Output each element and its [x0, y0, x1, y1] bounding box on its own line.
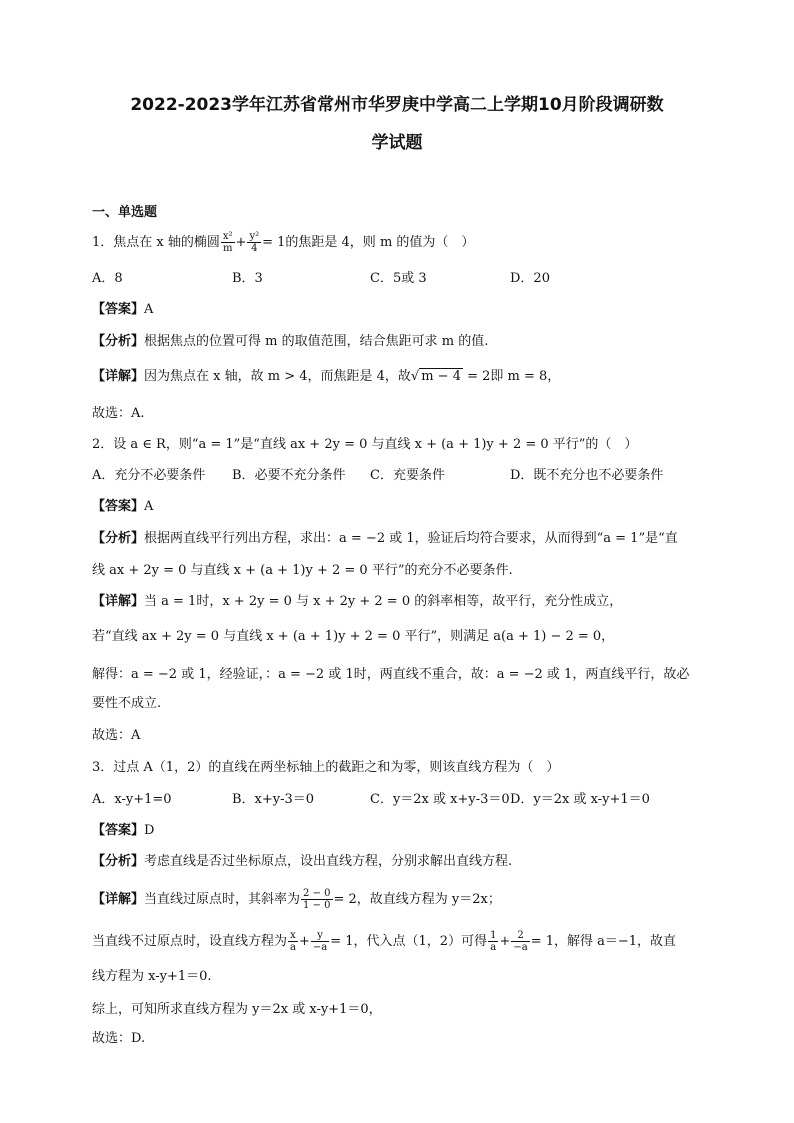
q1-option-a: A．8: [92, 271, 123, 286]
q2-detail-line-4: 要性不成立.: [92, 696, 162, 711]
q1-analysis: 【分析】根据焦点的位置可得 m 的取值范围，结合焦距可求 m 的值.: [92, 334, 489, 349]
page-title-line-2: 学试题: [371, 133, 423, 153]
q1-stem: 1．焦点在 x 轴的椭圆 $\frac{\text{x²}}{m}$ + $\frac{\text{y²}}{4}$ = 1的焦距是 4，则 m 的值为（ ）: [92, 231, 475, 254]
q3-conclusion: 故选：D.: [92, 1031, 146, 1046]
q2-detail-line-3: 解得：a = −2 或 1，经验证，：a = −2 或 1时，两直线不重合，故：a = −2 或 1，两直线平行，故必: [92, 667, 690, 682]
q1-frac-x: $\frac{\text{x²}}{m}$: [222, 231, 233, 254]
q2-analysis-line-1: 【分析】根据两直线平行列出方程，求出：a = −2 或 1，验证后均符合要求，从而得到“a = 1”是“直: [92, 531, 678, 546]
q3-option-d: D．y＝2x 或 x-y+1＝0: [510, 792, 650, 807]
q3-option-b: B．x+y-3＝0: [232, 792, 315, 807]
q3-option-a: A．x-y+1=0: [92, 792, 172, 807]
q1-answer: 【答案】A: [92, 302, 154, 317]
q2-detail-line-2: 若“直线 ax + 2y = 0 与直线 x + (a + 1)y + 2 = 0 平行”，则满足 a(a + 1) − 2 = 0，: [92, 629, 615, 644]
q1-stem-a: 1．焦点在 x 轴的椭圆: [92, 235, 220, 250]
q3-analysis: 【分析】考虑直线是否过坐标原点，设出直线方程，分别求解出直线方程.: [92, 854, 513, 869]
q2-option-b: B．必要不充分条件: [232, 468, 346, 483]
q3-option-c: C．y＝2x 或 x+y-3＝0: [370, 792, 510, 807]
q2-option-d: D．既不充分也不必要条件: [510, 468, 664, 483]
q3-eq-frac-y: $\frac{y}{-a}$: [312, 930, 328, 953]
q3-eq-frac-x: $\frac{x}{a}$: [290, 930, 296, 953]
page-title-line-1: 2022-2023学年江苏省常州市华罗庚中学高二上学期10月阶段调研数: [130, 95, 664, 115]
q1-option-c: C．5或 3: [370, 271, 427, 286]
q2-conclusion: 故选：A: [92, 728, 141, 743]
q1-option-d: D．20: [510, 271, 550, 286]
q1-detail: 【详解】因为焦点在 x 轴，故 m > 4，而焦距是 4，故√ m − 4 = 2即 m = 8，: [92, 369, 561, 384]
section-heading: 一、单选题: [92, 205, 158, 220]
q2-option-c: C．充要条件: [370, 468, 445, 483]
q3-slope-fraction: $\frac{2 - 0}{1 - 0}$: [303, 888, 331, 911]
q3-detail-line-1: 【详解】当直线过原点时，其斜率为 $\frac{2 - 0}{1 - 0}$ = 2，故直线方程为 y＝2x；: [92, 888, 501, 911]
q2-detail-line-1: 【详解】当 a = 1时，x + 2y = 0 与 x + 2y + 2 = 0 的斜率相等，故平行，充分性成立，: [92, 594, 623, 609]
q1-stem-b: = 1的焦距是 4，则 m 的值为（ ）: [262, 235, 475, 250]
q3-detail-line-3: 线方程为 x-y+1＝0.: [92, 969, 212, 984]
q3-stem: 3．过点 A（1，2）的直线在两坐标轴上的截距之和为零，则该直线方程为（ ）: [92, 760, 560, 775]
q3-eq-frac-1: $\frac{1}{a}$: [490, 930, 497, 953]
q2-answer: 【答案】A: [92, 499, 154, 514]
q3-detail-line-2: 当直线不过原点时，设直线方程为 $\frac{x}{a}$ + $\frac{y}{-a}$ = 1，代入点（1，2）可得 $\frac{1}{a}$ + $\frac{2}{-a}$ = 1，解得 a＝−1，故直: [92, 930, 677, 953]
q3-eq-frac-2: $\frac{2}{-a}$: [513, 930, 528, 953]
q1-sqrt-expression: m − 4: [421, 369, 461, 384]
q1-option-b: B．3: [232, 271, 263, 286]
q1-frac-y: $\frac{\text{y²}}{4}$: [249, 231, 260, 254]
q3-answer: 【答案】D: [92, 823, 155, 838]
q2-option-a: A．充分不必要条件: [92, 468, 206, 483]
q3-summary: 综上，可知所求直线方程为 y＝2x 或 x-y+1＝0，: [92, 1002, 382, 1017]
q2-stem: 2．设 a ∈ R，则“a = 1”是“直线 ax + 2y = 0 与直线 x + (a + 1)y + 2 = 0 平行”的（ ）: [92, 437, 638, 452]
q2-analysis-line-2: 线 ax + 2y = 0 与直线 x + (a + 1)y + 2 = 0 平行”的充分不必要条件.: [92, 563, 513, 578]
q1-conclusion: 故选：A.: [92, 406, 145, 421]
